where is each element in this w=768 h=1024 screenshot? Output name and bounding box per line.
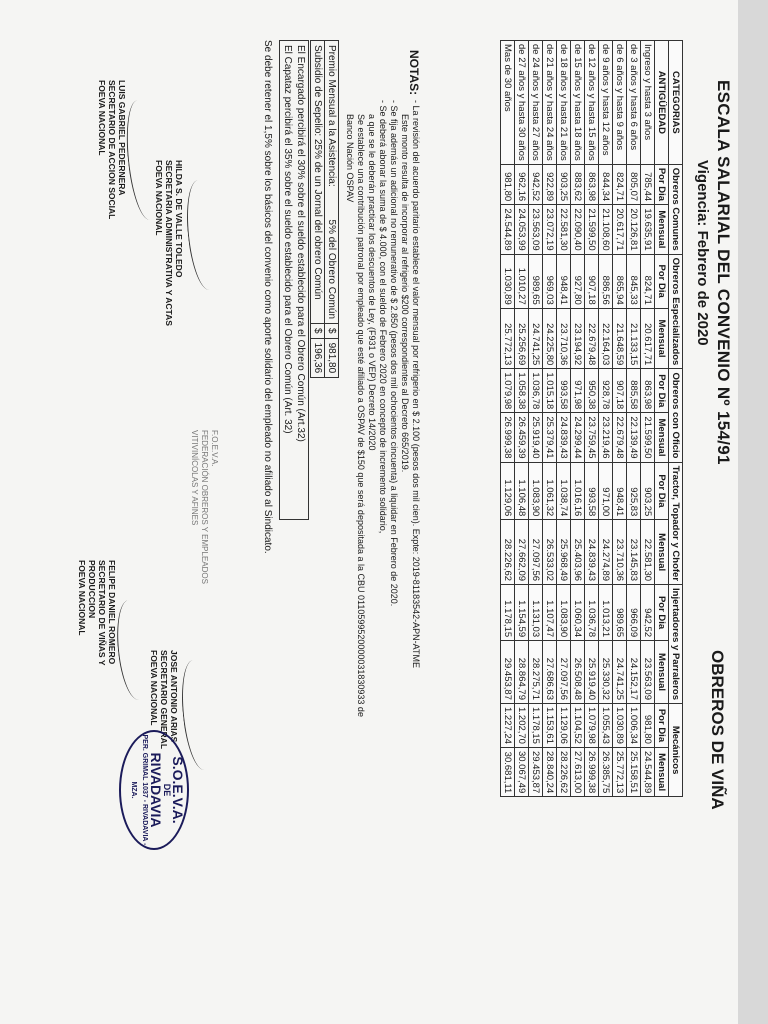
cell-mensual: 28.226,62 [557, 747, 571, 796]
table-subheader-row [655, 41, 669, 797]
signature-jose: JOSE ANTONIO ARIAS SECRETARIO GENERAL FOEVA NACIONAL [149, 650, 179, 750]
row-category: de 9 años y hasta 12 años [599, 41, 613, 165]
header-mensual: Mensual [655, 641, 669, 704]
cell-mensual: 25.379,41 [543, 413, 557, 462]
nota-line: - La revisión del acuerdo paritario establece el valor mensual por refrigerio en $ 2.100 (pesos dos mil cien). Expte: 2019-81183542-APN-ATME [411, 100, 421, 668]
cell-por-dia: 966,09 [627, 585, 641, 641]
cell-mensual: 20.617,71 [641, 308, 655, 369]
cell-mensual: 27.686,63 [543, 641, 557, 704]
cell-por-dia: 863,98 [585, 164, 599, 204]
cell-por-dia: 928,78 [599, 369, 613, 413]
header-por-dia: Por Dia [655, 369, 669, 413]
cell-por-dia: 1.227,24 [501, 703, 515, 747]
cell-mensual: 23.710,36 [613, 520, 627, 585]
signature-scribble [113, 599, 154, 702]
cell-mensual: 23.563,09 [529, 205, 543, 254]
cell-mensual: 25.158,51 [627, 747, 641, 796]
row-category: de 27 años y hasta 30 años [515, 41, 529, 165]
cell-mensual: 28.840,24 [543, 747, 557, 796]
premio-asistencia-label: Premio Mensual a la Asistencia: 5% del Obrero Común [325, 41, 339, 324]
header-group: Tractor, Topador y Chofer [669, 462, 683, 584]
cell-por-dia: 903,25 [557, 164, 571, 204]
cell-mensual: 26.999,38 [501, 413, 515, 462]
cell-mensual: 23.219,46 [599, 413, 613, 462]
signature-luis: LUIS GABRIEL PEDERNERA SECRETARIO DE ACCION SOCIAL FOEVA NACIONAL [97, 80, 127, 220]
cell-por-dia: 1.083,90 [557, 585, 571, 641]
cell-por-dia: 903,25 [641, 462, 655, 520]
subsidio-sepelio-currency: $ [311, 324, 325, 339]
row-category: de 24 años y hasta 27 años [529, 41, 543, 165]
cell-mensual: 22.581,30 [641, 520, 655, 585]
cell-por-dia: 948,41 [557, 254, 571, 308]
header-antiguedad: ANTIGÜEDAD [655, 41, 669, 165]
cell-por-dia: 824,71 [613, 164, 627, 204]
header-mensual: Mensual [655, 413, 669, 462]
signature-hilda: HILDA S. DE VALLE TOLEDO SECRETARIA ADMINISTRATIVA Y ACTAS FOEVA NACIONAL [154, 160, 184, 326]
cell-mensual: 25.919,40 [529, 413, 543, 462]
table-row [613, 41, 627, 797]
cell-por-dia: 1.013,21 [599, 585, 613, 641]
cell-mensual: 25.919,40 [585, 641, 599, 704]
cell-por-dia: 1.153,61 [543, 703, 557, 747]
cell-mensual: 24.839,43 [585, 520, 599, 585]
cell-mensual: 22.139,49 [627, 413, 641, 462]
document-title: ESCALA SALARIAL DEL CONVENIO Nº 154/91 [714, 80, 733, 465]
cell-mensual: 27.613,00 [571, 747, 585, 796]
salary-table [500, 40, 683, 797]
cell-mensual: 23.072,19 [543, 205, 557, 254]
vigencia: Vigencia: Febrero de 2020 [694, 160, 711, 346]
cell-mensual: 25.968,49 [557, 520, 571, 585]
cell-mensual: 21.648,59 [613, 308, 627, 369]
header-por-dia: Por Dia [655, 164, 669, 204]
cell-por-dia: 1.036,78 [585, 585, 599, 641]
cell-por-dia: 989,65 [529, 254, 543, 308]
cell-mensual: 26.459,39 [515, 413, 529, 462]
table-row [543, 41, 557, 797]
cell-por-dia: 971,00 [599, 462, 613, 520]
table-row [627, 41, 641, 797]
cell-mensual: 27.097,56 [557, 641, 571, 704]
table-header-row [669, 41, 683, 797]
cell-mensual: 23.563,09 [641, 641, 655, 704]
cell-mensual: 23.710,36 [557, 308, 571, 369]
cell-por-dia: 948,41 [613, 462, 627, 520]
table-row [599, 41, 613, 797]
cell-por-dia: 927,80 [571, 254, 585, 308]
cell-por-dia: 845,33 [627, 254, 641, 308]
cell-mensual: 27.097,56 [529, 520, 543, 585]
cell-por-dia: 1.010,27 [515, 254, 529, 308]
nota-line: Se establece una contribución patronal por empleado que esté afiliado a OSPAV de $150 que será depositada a la CBU 0110599520000031830933 de Banco Nación OSPAV [345, 114, 366, 717]
row-category: Mas de 30 años [501, 41, 515, 165]
notas-block [344, 100, 421, 740]
cell-por-dia: 785,44 [641, 164, 655, 204]
cell-mensual: 24.053,99 [515, 205, 529, 254]
cell-por-dia: 942,52 [641, 585, 655, 641]
table-row [641, 41, 655, 797]
cell-mensual: 23.194,92 [571, 308, 585, 369]
header-group: Obreros Comunes [669, 164, 683, 254]
row-category: de 3 años y hasta 6 años [627, 41, 641, 165]
soeva-rivadavia-stamp: S.O.E.V.A. DE RIVADAVIA PER. GRIMAL 1037 - RIVADAVIA -MZA. [119, 730, 189, 850]
header-group: Injertadores y Parraleros [669, 585, 683, 704]
cell-mensual: 24.152,17 [627, 641, 641, 704]
nota-line: a que se le deberán practicar los descuentos de Ley, (F931 o VEP) Decreto 14/2020 [367, 114, 377, 451]
cell-por-dia: 1.006,34 [627, 703, 641, 747]
cell-por-dia: 993,58 [557, 369, 571, 413]
cell-mensual: 29.453,87 [529, 747, 543, 796]
cell-mensual: 26.533,02 [543, 520, 557, 585]
cell-mensual: 22.581,30 [557, 205, 571, 254]
cell-por-dia: 1.016,16 [571, 462, 585, 520]
header-por-dia: Por Dia [655, 254, 669, 308]
cell-mensual: 29.453,87 [501, 641, 515, 704]
premio-asistencia-value: 981,80 [325, 338, 339, 378]
cell-por-dia: 1.106,48 [515, 462, 529, 520]
header-mensual: Mensual [655, 520, 669, 585]
table-row [557, 41, 571, 797]
cell-mensual: 22.164,03 [599, 308, 613, 369]
cell-por-dia: 1.079,98 [501, 369, 515, 413]
cell-mensual: 25.256,69 [515, 308, 529, 369]
cell-por-dia: 962,16 [515, 164, 529, 204]
cell-por-dia: 1.083,90 [529, 462, 543, 520]
cell-por-dia: 981,80 [641, 703, 655, 747]
cell-por-dia: 1.178,15 [501, 585, 515, 641]
encargado-capataz-box [279, 40, 309, 520]
cell-mensual: 21.108,60 [599, 205, 613, 254]
header-mensual: Mensual [655, 308, 669, 369]
header-categorias: CATEGORIAS [669, 41, 683, 165]
cell-mensual: 24.839,43 [557, 413, 571, 462]
notas-label: NOTAS: [407, 50, 421, 96]
cell-mensual: 25.403,96 [571, 520, 585, 585]
subsidio-sepelio-value: 196,36 [311, 338, 325, 378]
header-por-dia: Por Dia [655, 703, 669, 747]
row-category: de 6 años y hasta 9 años [613, 41, 627, 165]
table-row [529, 41, 543, 797]
cell-mensual: 25.772,13 [501, 308, 515, 369]
cell-por-dia: 1.015,18 [543, 369, 557, 413]
cell-por-dia: 1.036,78 [529, 369, 543, 413]
obreros-de-vina-title: OBREROS DE VIÑA [708, 650, 727, 810]
cell-por-dia: 1.202,70 [515, 703, 529, 747]
row-category: de 15 años y hasta 18 años [571, 41, 585, 165]
paper-edge [738, 0, 768, 1024]
header-por-dia: Por Dia [655, 462, 669, 520]
table-row [501, 41, 515, 797]
header-mensual: Mensual [655, 747, 669, 796]
cell-mensual: 21.599,50 [641, 413, 655, 462]
cell-por-dia: 863,98 [641, 369, 655, 413]
row-category: de 21 años y hasta 24 años [543, 41, 557, 165]
header-mensual: Mensual [655, 205, 669, 254]
cell-mensual: 24.741,25 [613, 641, 627, 704]
cell-por-dia: 865,94 [613, 254, 627, 308]
row-category: de 12 años y hasta 15 años [585, 41, 599, 165]
encargado-line: El Encargado percibirá el 30% sobre el sueldo establecido para el Obrero Común (Art.32) [295, 45, 306, 442]
cell-por-dia: 950,38 [585, 369, 599, 413]
cell-por-dia: 1.178,15 [529, 703, 543, 747]
cell-por-dia: 885,58 [627, 369, 641, 413]
cell-por-dia: 883,62 [571, 164, 585, 204]
cell-mensual: 26.508,48 [571, 641, 585, 704]
subsidio-sepelio-row [311, 41, 325, 378]
cell-por-dia: 922,89 [543, 164, 557, 204]
cell-por-dia: 1.030,89 [613, 703, 627, 747]
cell-por-dia: 907,18 [585, 254, 599, 308]
cell-por-dia: 824,71 [641, 254, 655, 308]
cell-mensual: 25.772,13 [613, 747, 627, 796]
cell-por-dia: 1.129,06 [557, 703, 571, 747]
premio-table [310, 40, 339, 378]
cell-por-dia: 1.058,38 [515, 369, 529, 413]
cell-por-dia: 1.060,34 [571, 585, 585, 641]
salary-table-body [501, 41, 655, 797]
cell-mensual: 24.741,25 [529, 308, 543, 369]
row-category: de 18 años y hasta 21 años [557, 41, 571, 165]
cell-mensual: 23.759,45 [585, 413, 599, 462]
cell-por-dia: 844,34 [599, 164, 613, 204]
cell-mensual: 25.330,32 [599, 641, 613, 704]
cell-por-dia: 1.038,74 [557, 462, 571, 520]
cell-mensual: 28.226,62 [501, 520, 515, 585]
header-group: Mecánicos [669, 703, 683, 796]
cell-mensual: 26.999,38 [585, 747, 599, 796]
cell-por-dia: 1.079,98 [585, 703, 599, 747]
cell-por-dia: 942,52 [529, 164, 543, 204]
cell-mensual: 21.133,15 [627, 308, 641, 369]
cell-por-dia: 1.131,03 [529, 585, 543, 641]
signature-scribble [182, 179, 224, 292]
cell-mensual: 28.864,79 [515, 641, 529, 704]
cell-por-dia: 1.154,59 [515, 585, 529, 641]
header-group: Obreros con Oficio [669, 369, 683, 462]
signature-scribble [177, 659, 219, 772]
premio-asistencia-currency: $ [325, 324, 339, 339]
nota-line: Este monto resulta de incorporar al refrigerio $200 correspondientes al Decreto 665/2019. [400, 114, 410, 473]
cell-por-dia: 993,58 [585, 462, 599, 520]
cell-por-dia: 971,98 [571, 369, 585, 413]
cell-mensual: 20.617,71 [613, 205, 627, 254]
cell-mensual: 28.275,71 [529, 641, 543, 704]
cell-mensual: 19.635,91 [641, 205, 655, 254]
cell-por-dia: 1.107,47 [543, 585, 557, 641]
cell-mensual: 21.599,50 [585, 205, 599, 254]
signature-felipe: FELIPE DANIEL ROMERO SECRETARIO DE VIÑAS Y PRODUCCION FOEVA NACIONAL [77, 560, 117, 666]
cell-mensual: 22.679,48 [585, 308, 599, 369]
foeva-faint-stamp: F.O.E.V.A. FEDERACIÓN OBREROS Y EMPLEADOS VITIVINÍCOLAS Y AFINES [190, 430, 219, 584]
cell-mensual: 24.544,89 [641, 747, 655, 796]
cell-mensual: 22.679,48 [613, 413, 627, 462]
row-category: Ingreso y hasta 3 años [641, 41, 655, 165]
cell-mensual: 24.299,44 [571, 413, 585, 462]
cell-por-dia: 907,18 [613, 369, 627, 413]
cell-por-dia: 1.104,52 [571, 703, 585, 747]
cell-por-dia: 1.129,06 [501, 462, 515, 520]
cell-por-dia: 989,65 [613, 585, 627, 641]
cell-mensual: 20.126,81 [627, 205, 641, 254]
cell-mensual: 30.681,11 [501, 747, 515, 796]
cell-mensual: 27.662,09 [515, 520, 529, 585]
cell-mensual: 24.544,89 [501, 205, 515, 254]
cell-mensual: 23.145,83 [627, 520, 641, 585]
capataz-line: El Capataz percibirá el 35% sobre el sueldo establecido para el Obrero Común (Art. 32) [282, 45, 293, 434]
cell-por-dia: 925,83 [627, 462, 641, 520]
retener-note: Se debe retener el 1,5% sobre los básicos del convenio como aporte solidario del empleado no afiliado al Sindicato. [262, 40, 273, 554]
cell-por-dia: 1.030,89 [501, 254, 515, 308]
cell-mensual: 22.090,40 [571, 205, 585, 254]
cell-por-dia: 969,03 [543, 254, 557, 308]
header-group: Obreros Especializados [669, 254, 683, 369]
premio-asistencia-row [325, 41, 339, 378]
cell-por-dia: 886,56 [599, 254, 613, 308]
table-row [515, 41, 529, 797]
nota-line: - Se fija además un adicional no remunerativo de $ 2.850 (pesos dos mil ochocientos cincuenta) a liquidar en Febrero de 2020. [389, 100, 399, 607]
table-row [585, 41, 599, 797]
nota-line: - Se deberá abonar la suma de $ 4.000, con el sueldo de Febrero 2020 en concepto de incremento solidario, [378, 100, 388, 534]
cell-por-dia: 805,07 [627, 164, 641, 204]
subsidio-sepelio-label: Subsidio de Sepelio: 25% de un Jornal del obrero Común [311, 41, 325, 324]
cell-mensual: 24.225,80 [543, 308, 557, 369]
cell-mensual: 24.274,89 [599, 520, 613, 585]
cell-por-dia: 1.061,32 [543, 462, 557, 520]
rotated-document [19, 40, 739, 1000]
cell-mensual: 30.067,49 [515, 747, 529, 796]
cell-por-dia: 1.055,43 [599, 703, 613, 747]
header-por-dia: Por Dia [655, 585, 669, 641]
table-row [571, 41, 585, 797]
cell-mensual: 26.385,75 [599, 747, 613, 796]
cell-por-dia: 981,80 [501, 164, 515, 204]
